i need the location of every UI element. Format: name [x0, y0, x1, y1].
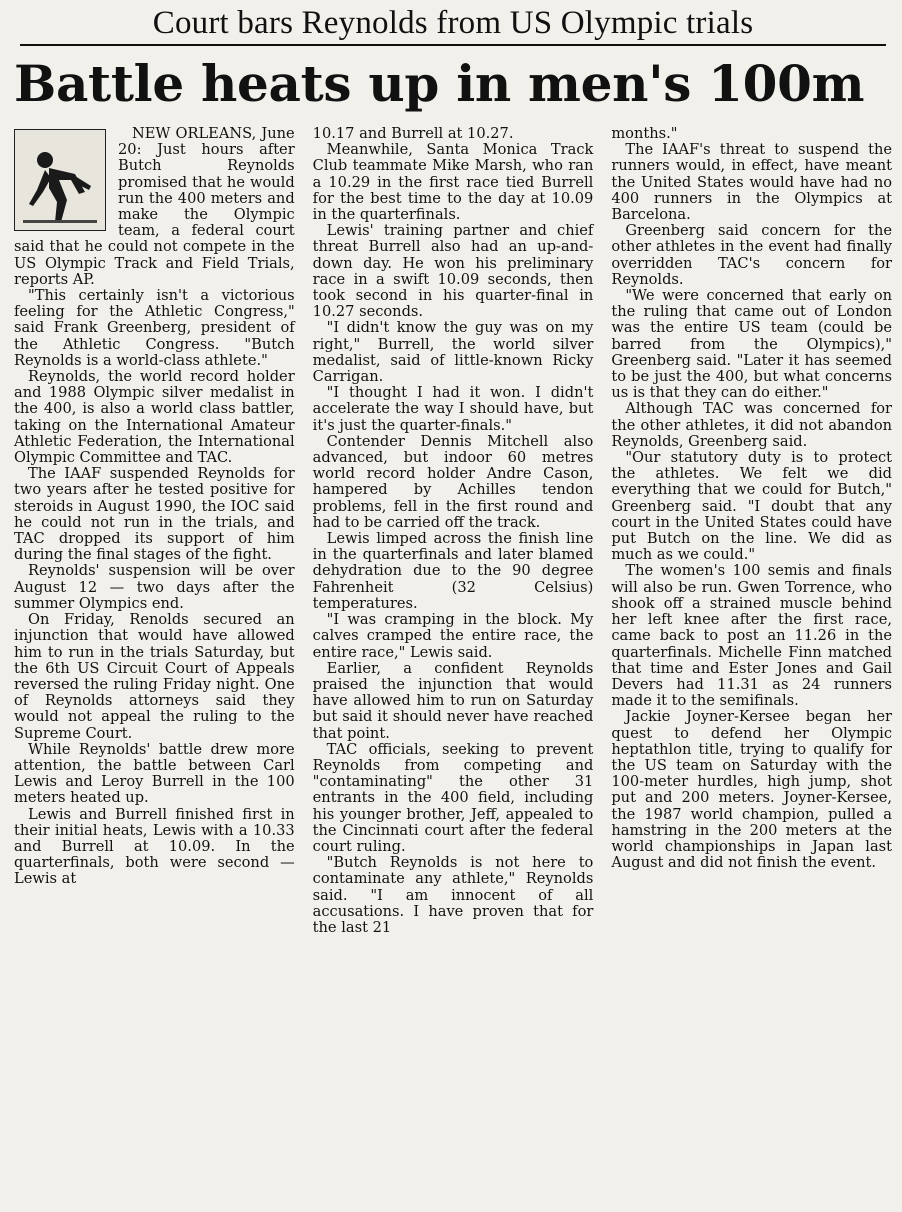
article-body: [14, 126, 892, 1196]
sprinter-icon: [14, 129, 106, 231]
main-headline: Battle heats up in men's 100m: [14, 54, 865, 113]
paragraph: "Our statutory duty is to protect the athletes. We felt we did everything that we could for Butch," Greenberg said. "I doubt that any court in the United States could have put Butch on the line. We did as much as we could.": [611, 449, 893, 564]
paragraph: NEW ORLEANS, June 20: Just hours after Butch Reynolds promised that he would run the 400 meters and make the Olympic team, a federal court said that he could not compete in the US Olympic Track and Field Trials, reports AP.: [14, 125, 295, 288]
paragraph: Lewis' training partner and chief threat Burrell also had an up-and-down day. He won his preliminary race in a swift 10.09 seconds, then took second in his quarter-final in 10.27 seconds.: [312, 222, 594, 321]
paragraph: The women's 100 semis and finals will also be run. Gwen Torrence, who shook off a strained muscle behind her left knee after the first race, came back to post an 11.26 in the quarterfinals. Michelle Finn matched that time and Ester Jones and Gail Devers had 11.31 as 24 runners made it to the semifinals.: [611, 562, 893, 710]
column-2: [313, 126, 594, 936]
paragraph: "I thought I had it won. I didn't accelerate the way I should have, but it's just the quarter-finals.": [312, 384, 594, 434]
paragraph: Contender Dennis Mitchell also advanced, but indoor 60 metres world record holder Andre Cason, hampered by Achilles tendon problems, fell in the first round and had to be carried off the track.: [312, 432, 594, 531]
paragraph: 10.17 and Burrell at 10.27.: [312, 125, 514, 142]
paragraph: "We were concerned that early on the ruling that came out of London was the entire US team (could be barred from the Olympics)," Greenberg said. "Later it has seemed to be just the 400, but what concerns us is that they can do either.": [611, 287, 893, 402]
paragraph: "This certainly isn't a victorious feeling for the Athletic Congress," said Frank Greenberg, president of the Athletic Congress. "Butch Reynolds is a world-class athlete.": [14, 287, 295, 369]
paragraph: Reynolds' suspension will be over August 12 — two days after the summer Olympics end.: [14, 562, 295, 612]
column-1: [14, 126, 295, 888]
paragraph: Greenberg said concern for the other athletes in the event had finally overridden TAC's concern for Reynolds.: [611, 222, 893, 288]
paragraph: "Butch Reynolds is not here to contaminate any athlete," Reynolds said. "I am innocent of all accusations. I have proven that for the last 21: [312, 854, 594, 936]
paragraph: Meanwhile, Santa Monica Track Club teammate Mike Marsh, who ran a 10.29 in the first race tied Burrell for the best time to the day at 10.09 in the quarterfinals.: [312, 141, 594, 224]
paragraph: Lewis and Burrell finished first in their initial heats, Lewis with a 10.33 and Burrell at 10.09. In the quarterfinals, both were second — Lewis at: [14, 805, 295, 888]
kicker-headline: Court bars Reynolds from US Olympic trials: [20, 0, 886, 46]
paragraph: Although TAC was concerned for the other athletes, it did not abandon Reynolds, Greenberg said.: [611, 400, 893, 450]
paragraph: On Friday, Renolds secured an injunction that would have allowed him to run in the trials Saturday, but the 6th US Circuit Court of Appeals reversed the ruling Friday night. One of Reynolds attorneys said they would not appeal the ruling to the Supreme Court.: [14, 611, 295, 742]
paragraph: Jackie Joyner-Kersee began her quest to defend her Olympic heptathlon title, trying to qualify for the US team on Saturday with the 100-meter hurdles, high jump, shot put and 200 meters. Joyner-Kersee, the 1987 world champion, pulled a hamstring in the 200 meters at the world championships in Japan last August and did not finish the event.: [611, 708, 893, 872]
paragraph: Earlier, a confident Reynolds praised the injunction that would have allowed him to run on Saturday but said it should never have reached that point.: [312, 659, 594, 742]
paragraph: Lewis limped across the finish line in the quarterfinals and later blamed dehydration due to the 90 degree Fahrenheit (32 Celsius) temperatures.: [312, 530, 594, 612]
paragraph: The IAAF suspended Reynolds for two years after he tested positive for steroids in August 1990, the IOC said he could not run in the trials, and TAC dropped its support of him during the final stages of the fight.: [14, 465, 295, 564]
paragraph: "I was cramping in the block. My calves cramped the entire race, the entire race," Lewis said.: [312, 611, 594, 661]
paragraph: While Reynolds' battle drew more attention, the battle between Carl Lewis and Leroy Burrell in the 100 meters heated up.: [14, 740, 295, 807]
paragraph: TAC officials, seeking to prevent Reynolds from competing and "contaminating" the other 31 entrants in the 400 field, including his younger brother, Jeff, appealed to the Cincinnati court after the federal court ruling.: [312, 740, 594, 855]
paragraph: months.": [611, 125, 678, 142]
paragraph: The IAAF's threat to suspend the runners would, in effect, have meant the United States would have had no 400 runners in the Olympics at Barcelona.: [611, 141, 893, 224]
column-3: [611, 126, 892, 871]
paragraph: Reynolds, the world record holder and 1988 Olympic silver medalist in the 400, is also a world class battler, taking on the International Amateur Athletic Federation, the International Olympic Committee and TAC.: [14, 368, 295, 467]
paragraph: "I didn't know the guy was on my right," Burrell, the world silver medalist, said of little-known Ricky Carrigan.: [312, 319, 594, 386]
